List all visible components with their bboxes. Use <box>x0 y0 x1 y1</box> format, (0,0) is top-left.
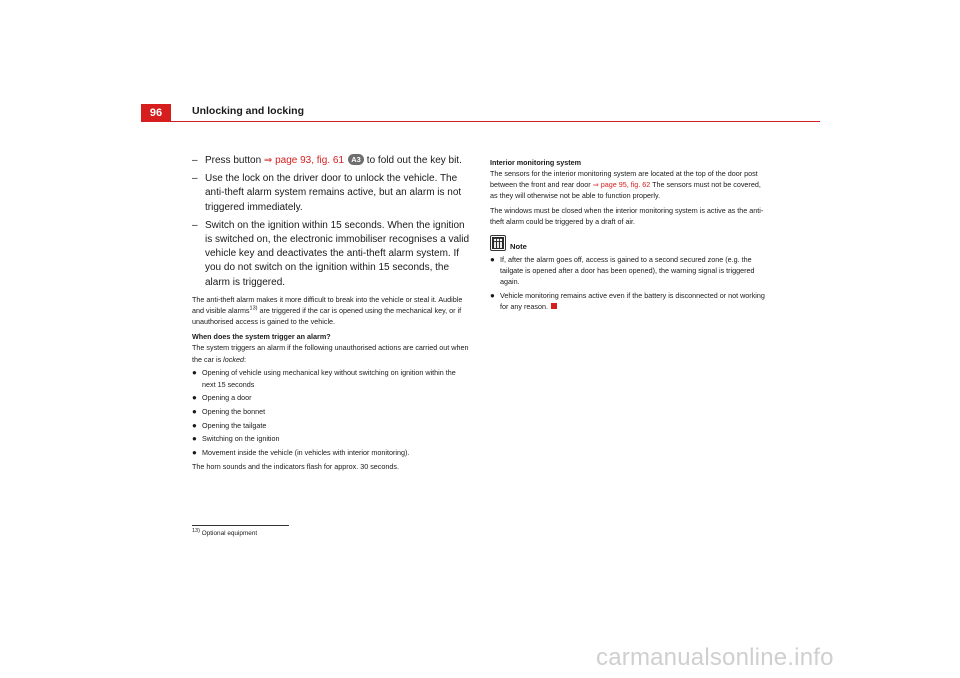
note-label: Note <box>510 242 527 252</box>
list-item <box>192 392 470 403</box>
windows-paragraph: The windows must be closed when the interior monitoring system is active as the anti-theft alarm could be triggered by a draft of air. <box>490 205 764 226</box>
sensor-text-pre: The sensors for the interior monitoring system are located at the top of the door post between the front and rear door <box>490 169 758 190</box>
list-item <box>192 406 470 417</box>
list-item-text <box>500 290 768 312</box>
section-heading: When does the system trigger an alarm? <box>192 332 331 342</box>
list-item-text: If, after the alarm goes off, access is gained to a second secured zone (e.g. the tailgate is opened after a door has been opened), the warning signal is triggered again. <box>500 254 755 286</box>
list-item-text: Opening of vehicle using mechanical key without switching on ignition within the next 15 seconds <box>202 368 456 389</box>
instruction-step-3 <box>192 219 470 290</box>
bullet-icon: ● <box>192 434 197 444</box>
footnote-mark: 13) <box>192 527 200 534</box>
intro-paragraph <box>192 294 470 328</box>
bullet-icon: ● <box>192 420 197 430</box>
sensor-text-post: The sensors must not be covered, as they will otherwise not be able to function properly. <box>490 180 761 201</box>
note-header <box>490 235 768 251</box>
button-a3-callout: A3 <box>348 154 364 165</box>
instruction-step-1 <box>192 154 470 168</box>
left-column <box>192 154 470 472</box>
list-item-text: Opening the tailgate <box>202 420 267 430</box>
bullet-icon: ● <box>192 406 197 416</box>
list-item-text: Opening the bonnet <box>202 406 266 416</box>
step-dash: – <box>192 155 198 166</box>
list-item-text: Switching on the ignition <box>202 434 280 444</box>
sensor-paragraph <box>490 168 768 202</box>
list-item-text: Movement inside the vehicle (in vehicles with interior monitoring). <box>202 448 410 458</box>
intro-text-post: are triggered if the car is opened using the mechanical key, or if unauthorised access is gained to the vehicle. <box>192 306 462 327</box>
step-text-post: to fold out the key bit. <box>364 155 462 166</box>
closing-paragraph: The horn sounds and the indicators flash for approx. 30 seconds. <box>192 462 399 472</box>
list-item <box>192 433 470 444</box>
step-text: Use the lock on the driver door to unlock the vehicle. The anti-theft alarm system remains active, but an alarm is not triggered immediately. <box>205 173 462 213</box>
end-of-section-icon <box>551 303 557 309</box>
bullet-icon: ● <box>192 393 197 403</box>
trigger-intro-post: : <box>243 354 246 364</box>
right-column <box>490 157 768 312</box>
footnote-divider <box>192 525 289 526</box>
list-item-text: Opening a door <box>202 393 252 403</box>
trigger-intro <box>192 342 470 364</box>
info-note-icon <box>490 235 506 251</box>
footnote-text: Optional equipment <box>201 530 258 537</box>
page-title: Unlocking and locking <box>192 105 305 117</box>
watermark: carmanualsonline.info <box>596 644 834 671</box>
intro-text-pre: The anti-theft alarm makes it more difficult to break into the vehicle or steal it. Audible and visible alarms <box>192 294 463 316</box>
step-text-pre: Press button <box>205 155 264 166</box>
trigger-intro-pre: The system triggers an alarm if the following unauthorised actions are carried out when the car is <box>192 343 469 364</box>
list-item <box>192 447 470 458</box>
bullet-icon: ● <box>490 254 495 264</box>
section-heading: Interior monitoring system <box>490 158 582 167</box>
step-dash: – <box>192 173 198 185</box>
page-number: 96 <box>141 104 171 122</box>
trigger-intro-emphasis: locked <box>223 354 244 364</box>
list-item-text-content: Vehicle monitoring remains active even if the battery is disconnected or not working for any reason. <box>500 290 765 311</box>
page-reference-link[interactable]: ⇒ page 95, fig. 62 <box>592 180 651 190</box>
list-item <box>490 254 768 288</box>
list-item <box>192 420 470 431</box>
bullet-icon: ● <box>192 448 197 458</box>
page-reference-link[interactable]: ⇒ page 93, fig. 61 <box>263 155 345 166</box>
header-divider <box>141 121 820 122</box>
bullet-icon: ● <box>490 290 495 300</box>
list-item <box>192 367 470 389</box>
step-dash: – <box>192 219 198 231</box>
step-text <box>205 154 470 168</box>
list-item <box>490 290 768 312</box>
footnote <box>192 529 257 539</box>
footnote-reference[interactable]: 13) <box>249 305 258 312</box>
step-text: Switch on the ignition within 15 seconds. When the ignition is switched on, the electronic immobiliser recognises a valid vehicle key and deactivates the anti-theft alarm system. If you do not switch on the ignition within 15 seconds, the alarm is triggered. <box>205 219 470 288</box>
bullet-icon: ● <box>192 368 197 378</box>
instruction-step-2 <box>192 172 470 215</box>
